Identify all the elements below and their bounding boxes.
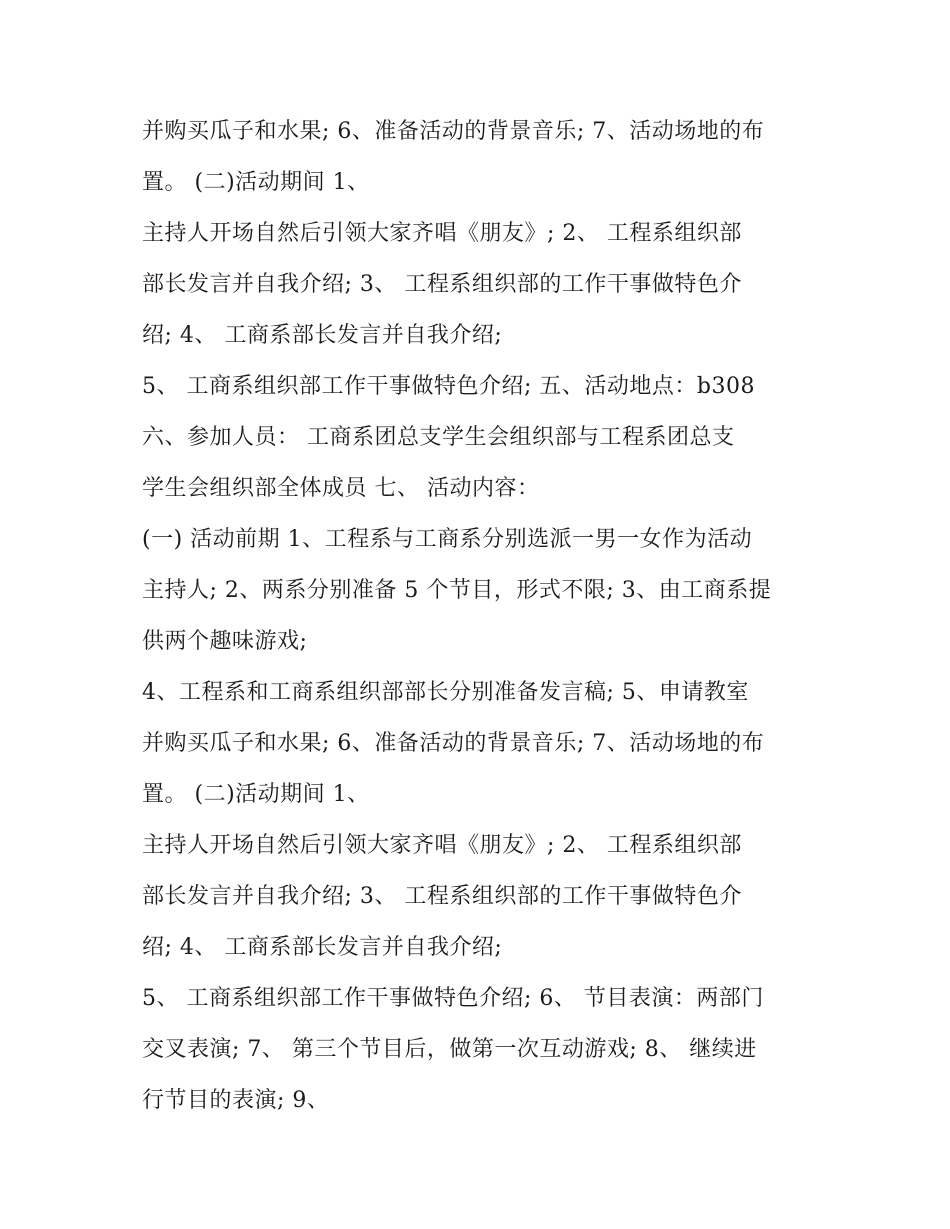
text-line: (一) 活动前期 1、工程系与工商系分别选派一男一女作为活动 bbox=[142, 527, 753, 552]
text-line: 部长发言并自我介绍; 3、 工程系组织部的工作干事做特色介 bbox=[142, 884, 742, 909]
text-line: 学生会组织部全体成员 七、 活动内容： bbox=[142, 476, 540, 501]
text-line: 交叉表演; 7、 第三个节目后，做第一次互动游戏; 8、 继续进 bbox=[142, 1037, 757, 1062]
text-line: 置。 (二)活动期间 1、 bbox=[142, 782, 370, 807]
text-line: 并购买瓜子和水果; 6、准备活动的背景音乐; 7、活动场地的布 bbox=[142, 119, 765, 144]
text-line: 绍; 4、 工商系部长发言并自我介绍; bbox=[142, 323, 503, 348]
text-line: 置。 (二)活动期间 1、 bbox=[142, 170, 370, 195]
text-line: 5、 工商系组织部工作干事做特色介绍; 6、 节目表演：两部门 bbox=[142, 986, 764, 1011]
text-line: 供两个趣味游戏; bbox=[142, 629, 308, 654]
text-line: 六、参加人员： 工商系团总支学生会组织部与工程系团总支 bbox=[142, 425, 735, 450]
text-line: 并购买瓜子和水果; 6、准备活动的背景音乐; 7、活动场地的布 bbox=[142, 731, 765, 756]
text-line: 行节目的表演; 9、 bbox=[142, 1088, 330, 1113]
text-line: 部长发言并自我介绍; 3、 工程系组织部的工作干事做特色介 bbox=[142, 272, 742, 297]
text-line: 主持人; 2、两系分别准备 5 个节目，形式不限; 3、由工商系提 bbox=[142, 578, 772, 603]
text-line: 5、 工商系组织部工作干事做特色介绍; 五、活动地点：b308 bbox=[142, 374, 755, 399]
text-line: 4、工程系和工商系组织部部长分别准备发言稿; 5、申请教室 bbox=[142, 680, 749, 705]
text-line: 绍; 4、 工商系部长发言并自我介绍; bbox=[142, 935, 503, 960]
document-body bbox=[142, 106, 842, 1126]
text-line: 主持人开场自然后引领大家齐唱《朋友》; 2、 工程系组织部 bbox=[142, 833, 742, 858]
text-line: 主持人开场自然后引领大家齐唱《朋友》; 2、 工程系组织部 bbox=[142, 221, 742, 246]
